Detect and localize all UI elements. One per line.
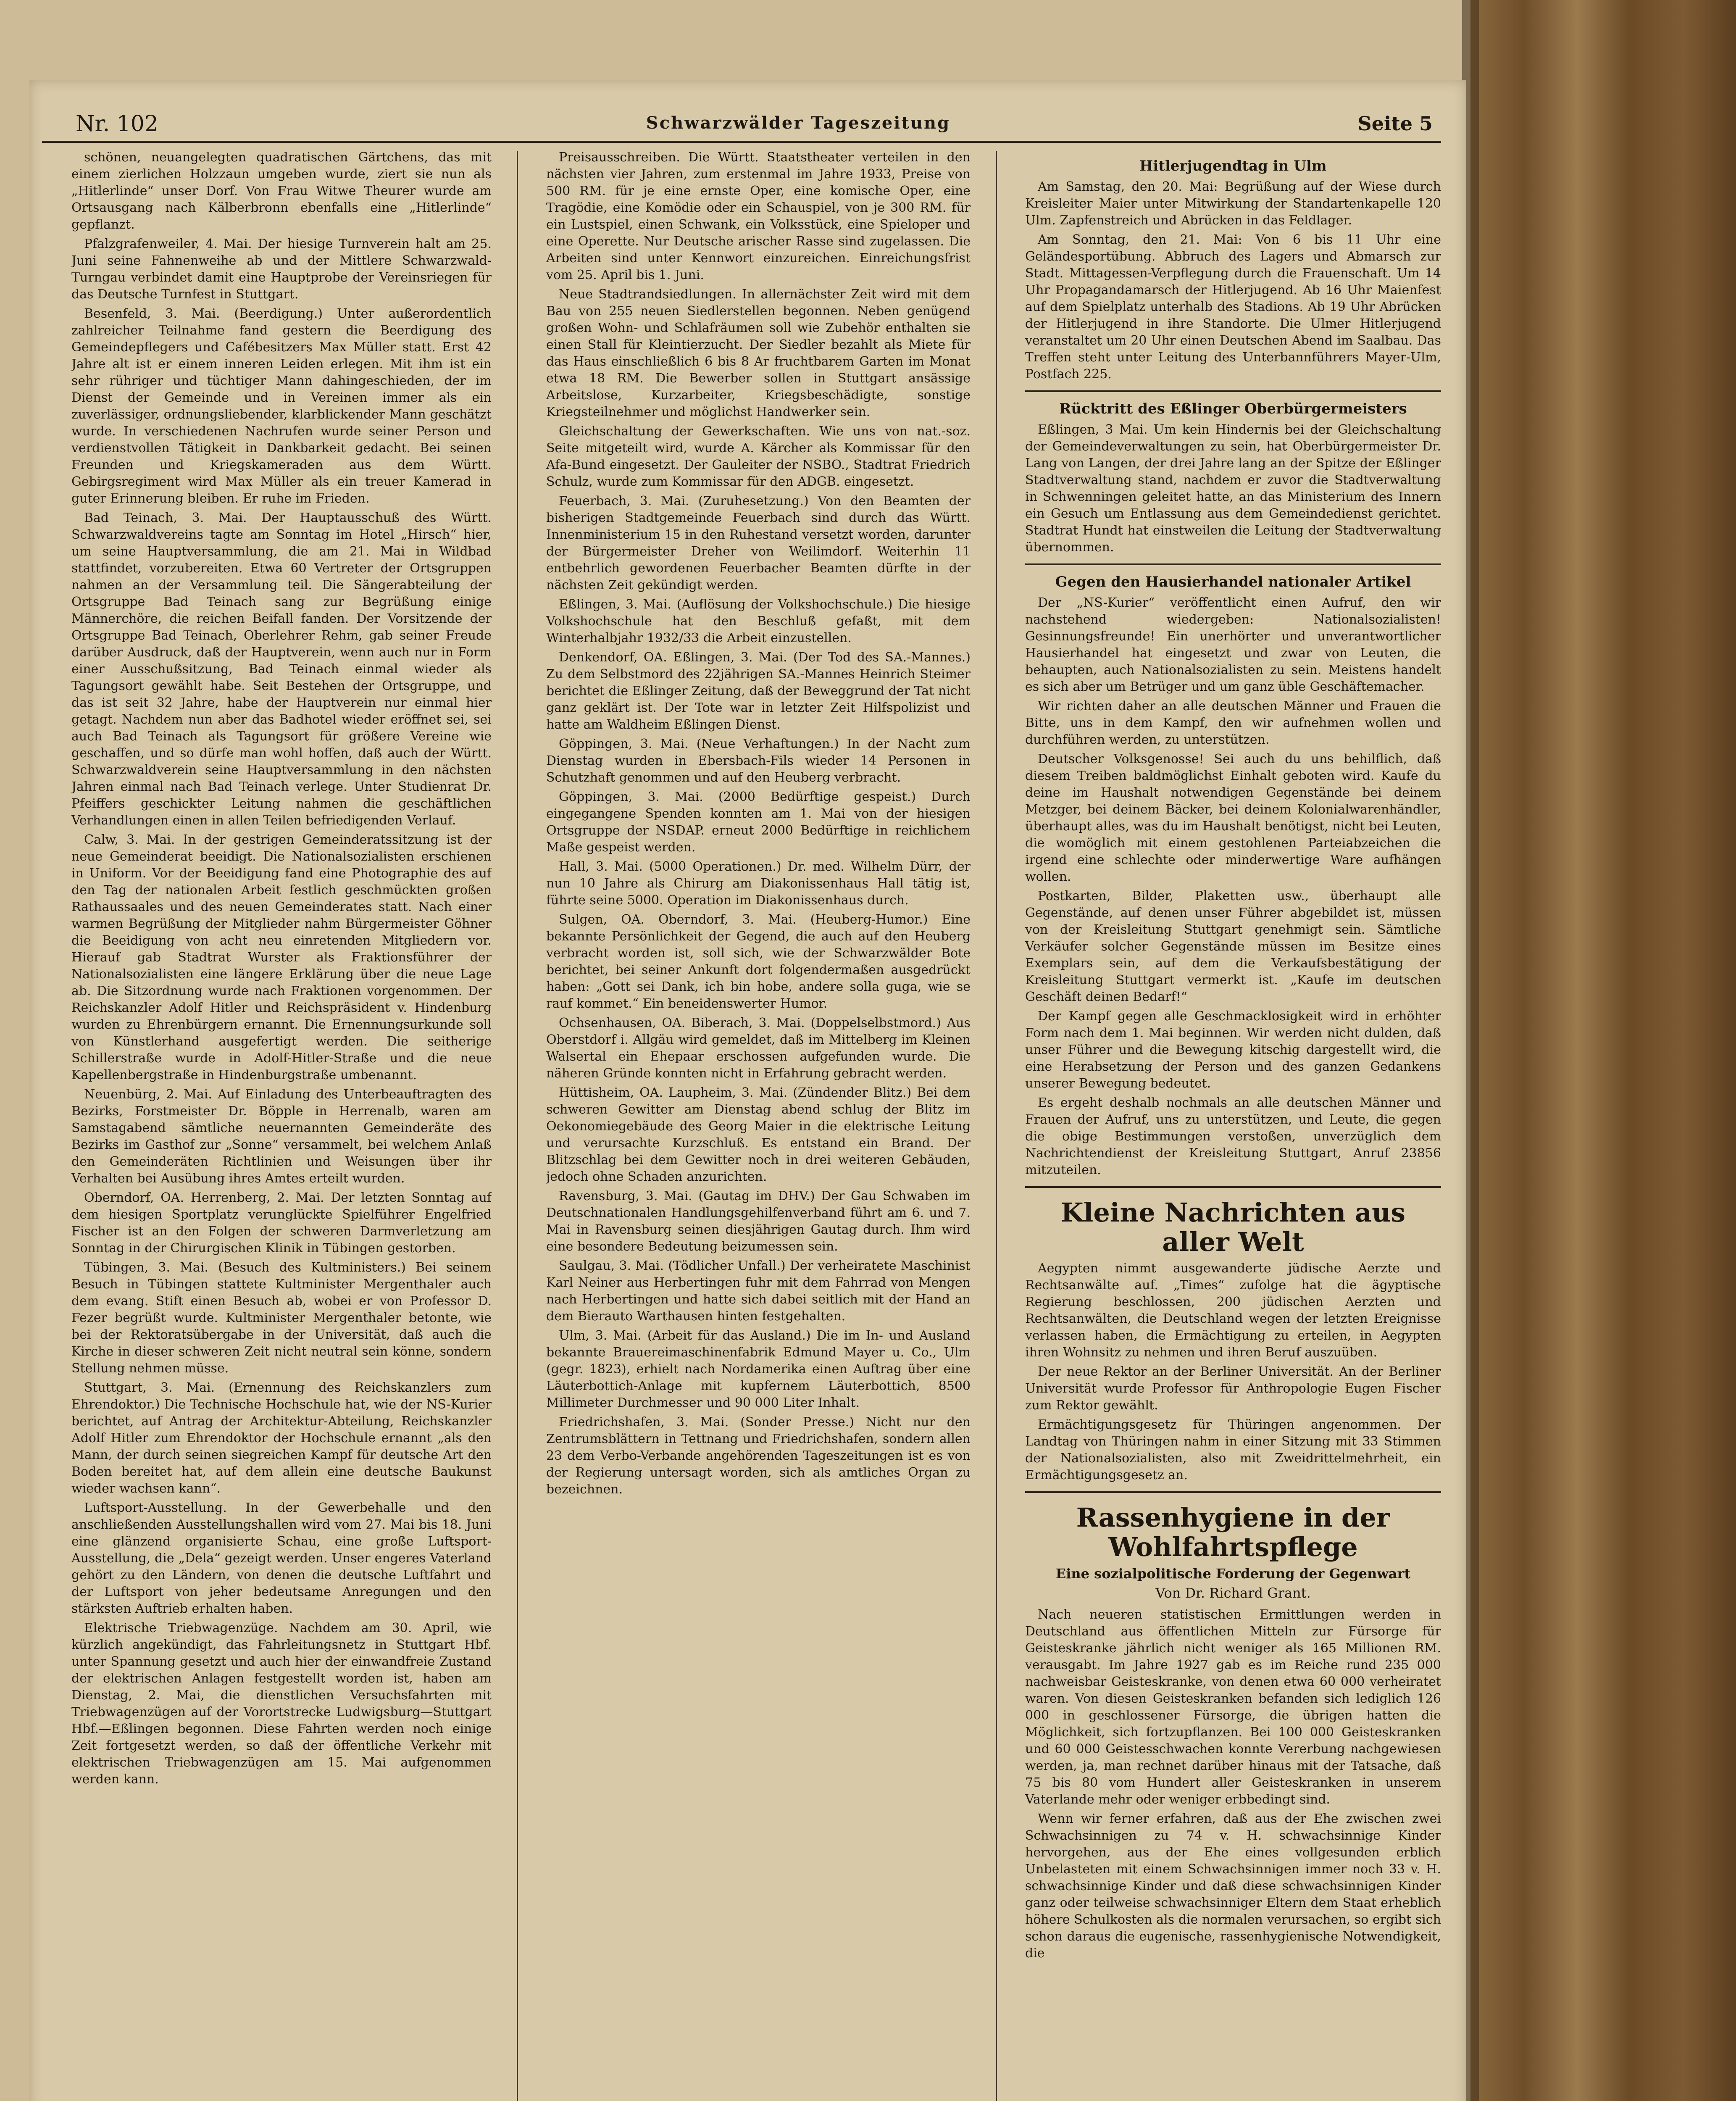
article-paragraph: Besenfeld, 3. Mai. (Beerdigung.) Unter außerordentlich zahlreicher Teilnahme fand gestern die Beerdigung des Gemeindepflegers und Cafébesitzers Max Müller statt. Erst 42 Jahre alt ist er einem inneren Leiden erlegen. Mit ihm ist ein sehr rühriger und tüchtiger Mann dahingeschieden, der im Dienst der Gemeinde und in Vereinen immer als ein zuverlässiger, ordnungsliebender, klarblickender Mann geschätzt wurde. In verschiedenen Nachrufen wurde seiner Person und verdienstvollen Tätigkeit in Dankbarkeit gedacht. Bei seinen Freunden und Kriegskameraden aus dem Württ. Gebirgsregiment wird Max Müller als ein treuer Kamerad in guter Erinnerung bleiben. Er ruhe im Frieden. bbox=[71, 306, 492, 506]
column-rule bbox=[996, 151, 997, 2101]
article-paragraph: Eßlingen, 3 Mai. Um kein Hindernis bei der Gleichschaltung der Gemeindeverwaltungen zu sein, hat Oberbürgermeister Dr. Lang von Langen, der drei Jahre lang an der Spitze der Eßlinger Stadtverwaltung stand, nachdem er zuvor die Stadtverwaltung in Schwenningen geleitet hatte, an das Ministerium des Innern ein Gesuch um Entlassung aus dem Gemeindedienst gerichtet. Stadtrat Hundt hat einstweilen die Leitung der Stadtverwaltung übernommen. bbox=[1025, 422, 1441, 555]
column-2 bbox=[546, 149, 971, 2101]
article-paragraph: Oberndorf, OA. Herrenberg, 2. Mai. Der letzten Sonntag auf dem hiesigen Sportplatz verunglückte Spielführer Engelfried Fischer ist an den Folgen der schweren Darmverletzung am Sonntag in der Chirurgischen Klinik in Tübingen gestorben. bbox=[71, 1190, 492, 1256]
article-paragraph: Am Sonntag, den 21. Mai: Von 6 bis 11 Uhr eine Geländesportübung. Abbruch des Lagers und Abmarsch zur Stadt. Mittagessen-Verpflegung durch die Frauenschaft. Um 14 Uhr Propagandamarsch der Hitlerjugend. Ab 16 Uhr Maienfest auf dem Spielplatz unterhalb des Stadions. Ab 19 Uhr Abrücken der Hitlerjugend in ihre Standorte. Die Ulmer Hitlerjugend veranstaltet um 20 Uhr einen Deutschen Abend im Saalbau. Das Treffen steht unter Leitung des Unterbannführers Mayer-Ulm, Postfach 225. bbox=[1025, 232, 1441, 382]
article-paragraph: Es ergeht deshalb nochmals an alle deutschen Männer und Frauen der Aufruf, uns zu unterstützen, und Leute, die gegen die obige Bestimmungen verstoßen, unverzüglich dem Nachrichtendienst der Kreisleitung Stuttgart, Anruf 23856 mitzuteilen. bbox=[1025, 1095, 1441, 1177]
article-paragraph: Nach neueren statistischen Ermittlungen werden in Deutschland aus öffentlichen Mitteln zur Fürsorge für Geisteskranke jährlich nicht weniger als 165 Millionen RM. verausgabt. Im Jahre 1927 gab es im Reiche rund 235 000 nachweisbar Geisteskranke, von denen etwa 60 000 verheiratet waren. Von diesen Geisteskranken befanden sich lediglich 126 000 in geschlossener Fürsorge, die übrigen hatten die Möglichkeit, sich fortzupflanzen. Bei 100 000 Geisteskranken und 60 000 Geistesschwachen konnte Vererbung nachgewiesen werden, ja, man rechnet darüber hinaus mit der Tatsache, daß 75 bis 80 vom Hundert aller Geisteskranken in unserem Vaterlande mehr oder weniger erbbedingt sind. bbox=[1025, 1607, 1441, 1807]
newspaper-title: Schwarzwälder Tageszeitung bbox=[646, 113, 951, 133]
article-paragraph: Ulm, 3. Mai. (Arbeit für das Ausland.) Die im In- und Ausland bekannte Brauereimaschinenfabrik Edmund Mayer u. Co., Ulm (gegr. 1823), erhielt nach Nordamerika einen Auftrag über eine Läuterbottich-Anlage mit kupfernem Läuterbottich, 8500 Millimeter Durchmesser und 90 000 Liter Inhalt. bbox=[546, 1328, 971, 1410]
article-paragraph: Ermächtigungsgesetz für Thüringen angenommen. Der Landtag von Thüringen nahm in einer Sitzung mit 33 Stimmen der Nationalsozialisten, also mit Zweidrittelmehrheit, ein Ermächtigungsgesetz an. bbox=[1025, 1417, 1441, 1482]
headline-ruecktritt: Rücktritt des Eßlinger Oberbürgermeisters bbox=[1059, 400, 1407, 417]
issue-number: Nr. 102 bbox=[76, 111, 158, 137]
column-1 bbox=[71, 149, 492, 2101]
byline: Von Dr. Richard Grant. bbox=[1155, 1585, 1311, 1601]
divider bbox=[1025, 390, 1441, 392]
article-paragraph: Saulgau, 3. Mai. (Tödlicher Unfall.) Der verheiratete Maschinist Karl Neiner aus Herbertingen fuhr mit dem Fahrrad von Mengen nach Herbertingen und hatte sich dabei seitlich mit der Hand an dem Bierauto Warthausen hinten festgehalten. bbox=[546, 1258, 971, 1324]
article-paragraph: Wir richten daher an alle deutschen Männer und Frauen die Bitte, uns in dem Kampf, den wir aufnehmen wollen und durchführen werden, zu unterstützen. bbox=[1025, 699, 1441, 747]
divider bbox=[1025, 1491, 1441, 1493]
headline-hausierhandel: Gegen den Hausierhandel nationaler Artikel bbox=[1055, 574, 1411, 590]
article-paragraph: Calw, 3. Mai. In der gestrigen Gemeinderatssitzung ist der neue Gemeinderat beeidigt. Die Nationalsozialisten erschienen in Uniform. Vor der Beeidigung fand eine Photographie des auf den Tag der nationalen Arbeit festlich geschmückten großen Rathaussaales und des neuen Gemeinderates statt. Nach einer warmen Begrüßung der Mitglieder nahm Bürgermeister Göhner die Beeidigung von acht neu einretenden Mitgliedern vor. Hierauf gab Stadtrat Wurster als Fraktionsführer der Nationalsozialisten eine längere Erklärung über die neue Lage ab. Die Sitzordnung wurde nach Fraktionen vorgenommen. Der Reichskanzler Adolf Hitler und Reichspräsident v. Hindenburg wurden zu Ehrenbürgern ernannt. Die Ernennungsurkunde soll von Künstlerhand ausgefertigt werden. Die seitherige Schillerstraße wurde in Adolf-Hitler-Straße und die neue Kapellenbergstraße in Hindenburgstraße umbenannt. bbox=[71, 832, 492, 1082]
page-number: Seite 5 bbox=[1357, 112, 1433, 135]
headline-rassenhygiene: Rassenhygiene in der Wohlfahrtspflege bbox=[1076, 1502, 1390, 1562]
article-paragraph: Ochsenhausen, OA. Biberach, 3. Mai. (Doppelselbstmord.) Aus Oberstdorf i. Allgäu wird gemeldet, daß im Mittelberg im Kleinen Walsertal ein Ehepaar erschossen aufgefunden wurde. Die näheren Gründe konnten nicht in Erfahrung gebracht werden. bbox=[546, 1016, 971, 1081]
article-paragraph: Hall, 3. Mai. (5000 Operationen.) Dr. med. Wilhelm Dürr, der nun 10 Jahre als Chirurg am Diakonissenhaus Hall tätig ist, führte seine 5000. Operation im Diakonissenhaus durch. bbox=[546, 859, 971, 908]
article-paragraph: Friedrichshafen, 3. Mai. (Sonder Presse.) Nicht nur den Zentrumsblättern in Tettnang und Friedrichshafen, sondern allen 23 dem Verbo-Verbande angehörenden Tageszeitungen ist es von der Regierung untersagt worden, sich als amtliches Organ zu bezeichnen. bbox=[546, 1415, 971, 1497]
article-paragraph: Neuenbürg, 2. Mai. Auf Einladung des Unterbeauftragten des Bezirks, Forstmeister Dr. Böpple in Herrenalb, waren am Samstagabend sämtliche neuernannten Gemeinderäte des Bezirks im Gasthof zur „Sonne“ versammelt, bei welchem Anlaß den Gemeinderäten Richtlinien und Weisungen über ihr Verhalten bei Ausübung ihres Amtes erteilt wurden. bbox=[71, 1087, 492, 1186]
article-paragraph: Denkendorf, OA. Eßlingen, 3. Mai. (Der Tod des SA.-Mannes.) Zu dem Selbstmord des 22jährigen SA.-Mannes Heinrich Steimer berichtet die Eßlinger Zeitung, daß der Beweggrund der Tat nicht ganz geklärt ist. Der Tote war in letzter Zeit Hilfspolizist und hatte am Waldheim Eßlingen Dienst. bbox=[546, 650, 971, 732]
article-paragraph: Der neue Rektor an der Berliner Universität. An der Berliner Universität wurde Professor für Anthropologie Eugen Fischer zum Rektor gewählt. bbox=[1025, 1364, 1441, 1413]
article-paragraph: Postkarten, Bilder, Plaketten usw., überhaupt alle Gegenstände, auf denen unser Führer abgebildet ist, müssen von der Kreisleitung Stuttgart genehmigt sein. Sämtliche Verkäufer solcher Gegenstände müssen im Besitze eines Exemplars sein, auf dem die Verkaufsbestätigung der Kreisleitung Stuttgart vermerkt ist. „Kaufe im deutschen Geschäft deinen Bedarf!“ bbox=[1025, 889, 1441, 1004]
column-rule bbox=[517, 151, 518, 2101]
article-paragraph: Deutscher Volksgenosse! Sei auch du uns behilflich, daß diesem Treiben baldmöglichst Einhalt geboten wird. Kaufe du deine im Haushalt notwendigen Gegenstände bei deinem Metzger, bei deinem Bäcker, bei deinem Kolonialwarenhändler, überhaupt alles, was du im Haushalt benötigst, nicht bei Leuten, die womöglich mit einem gestohlenen Parteiabzeichen die irgend eine schlechte oder minderwertige Ware aufhängen wollen. bbox=[1025, 752, 1441, 884]
article-paragraph: Göppingen, 3. Mai. (Neue Verhaftungen.) In der Nacht zum Dienstag wurden in Ebersbach-Fils wieder 14 Personen in Schutzhaft genommen und auf den Heuberg verbracht. bbox=[546, 737, 971, 785]
article-paragraph: Der Kampf gegen alle Geschmacklosigkeit wird in erhöhter Form nach dem 1. Mai beginnen. Wir werden nicht dulden, daß unser Führer und die Bewegung kitschig dargestellt wird, die eine Herabsetzung der Person und des ganzen Gedankens unserer Bewegung bedeutet. bbox=[1025, 1009, 1441, 1091]
article-paragraph: Bad Teinach, 3. Mai. Der Hauptausschuß des Württ. Schwarzwaldvereins tagte am Sonntag im Hotel „Hirsch“ hier, um seine Hauptversammlung, die am 21. Mai in Wildbad stattfindet, vorzubereiten. Etwa 60 Vertreter der Ortsgruppen nahmen an der Versammlung teil. Die Sängerabteilung der Ortsgruppe Bad Teinach sang zur Begrüßung einige Männerchöre, die reichen Beifall fanden. Der Vorsitzende der Ortsgruppe Bad Teinach, Oberlehrer Rehm, gab seiner Freude darüber Ausdruck, daß der Hauptverein, wenn auch nur in Form einer Ausschußsitzung, Bad Teinach einmal wieder als Tagungsort gewählt habe. Seit Bestehen der Ortsgruppe, und das ist seit 32 Jahre, habe der Hauptverein nur einmal hier getagt. Nachdem nun aber das Badhotel wieder eröffnet sei, sei auch Bad Teinach als Tagungsort für größere Vereine wie geschaffen, und so dürfe man wohl hoffen, daß auch der Württ. Schwarzwaldverein seine Hauptversammlung in den nächsten Jahren einmal nach Bad Teinach verlege. Unter Studienrat Dr. Pfeiffers geschickter Leitung nahmen die geschäftlichen Verhandlungen einen in allen Teilen befriedigenden Verlauf. bbox=[71, 511, 492, 828]
article-paragraph: Stuttgart, 3. Mai. (Ernennung des Reichskanzlers zum Ehrendoktor.) Die Technische Hochschule hat, wie der NS-Kurier berichtet, auf Antrag der Architektur-Abteilung, Reichskanzler Adolf Hitler zum Ehrendoktor der Hochschule ernannt „als den Mann, der durch seinen siegreichen Kampf für deutsche Art den Boden bereitet hat, auf dem allein eine deutsche Baukunst wieder wachsen kann“. bbox=[71, 1380, 492, 1496]
article-paragraph: Am Samstag, den 20. Mai: Begrüßung auf der Wiese durch Kreisleiter Maier unter Mitwirkung der Standartenkapelle 120 Ulm. Zapfenstreich und Abrücken in das Feldlager. bbox=[1025, 179, 1441, 228]
article-paragraph: Luftsport-Ausstellung. In der Gewerbehalle und den anschließenden Ausstellungshallen wird vom 27. Mai bis 18. Juni eine glänzend organisierte Schau, eine große Luftsport-Ausstellung, die „Dela“ gezeigt werden. Unser engeres Vaterland gehört zu den Ländern, von denen die deutsche Luftfahrt und der Luftsport von jeher bedeutsame Anregungen und den stärksten Auftrieb erhalten haben. bbox=[71, 1501, 492, 1616]
article-paragraph: Eßlingen, 3. Mai. (Auflösung der Volkshochschule.) Die hiesige Volkshochschule hat den Beschluß gefaßt, mit dem Winterhalbjahr 1932/33 die Arbeit einzustellen. bbox=[546, 597, 971, 645]
headline-kleine-nachrichten: Kleine Nachrichten aus aller Welt bbox=[1060, 1197, 1406, 1257]
article-paragraph: schönen, neuangelegten quadratischen Gärtchens, das mit einem zierlichen Holzzaun umgeben wurde, ziert sie nun als „Hitlerlinde“ unser Dorf. Von Frau Witwe Theurer wurde am Ortsausgang nach Kälberbronn ebenfalls eine „Hitlerlinde“ gepflanzt. bbox=[71, 150, 492, 232]
article-paragraph: Der „NS-Kurier“ veröffentlicht einen Aufruf, den wir nachstehend wiedergeben: Nationalsozialisten! Gesinnungsfreunde! Ein unerhörter und unverantwortlicher Hausierhandel hat eingesetzt und zwar von Leuten, die behaupten, auch Nationalsozialisten zu sein. Meistens handelt es sich aber um Betrüger und um ganz üble Geschäftemacher. bbox=[1025, 595, 1441, 694]
article-paragraph: Neue Stadtrandsiedlungen. In allernächster Zeit wird mit dem Bau von 255 neuen Siedlerstellen begonnen. Neben genügend großen Wohn- und Schlafräumen soll wie Zubehör enthalten sie einen Stall für Kleintierzucht. Der Siedler bezahlt als Miete für das Haus einschließlich 6 bis 8 Ar fruchtbarem Garten im Monat etwa 18 RM. Die Bewerber sollen in Stuttgart ansässige Arbeitslose, Kurzarbeiter, Kriegsbeschädigte, sonstige Kriegsteilnehmer und möglichst Handwerker sein. bbox=[546, 287, 971, 419]
article-paragraph: Wenn wir ferner erfahren, daß aus der Ehe zwischen zwei Schwachsinnigen zu 74 v. H. schwachsinnige Kinder hervorgehen, aus der Ehe eines vollgesunden erblich Unbelasteten mit einem Schwachsinnigen immer noch 33 v. H. schwachsinnige Kinder und daß diese schwachsinnigen Kinder ganz oder teilweise schwachsinniger Eltern dem Staat erheblich höhere Schulkosten als die normalen verursachen, so ergibt sich schon daraus die eugenische, rassenhygienische Notwendigkeit, die bbox=[1025, 1811, 1441, 1961]
article-paragraph: Preisausschreiben. Die Württ. Staatstheater verteilen in den nächsten vier Jahren, zum erstenmal im Jahre 1933, Preise von 500 RM. für je eine ernste Oper, eine komische Oper, eine Tragödie, eine Komödie oder ein Schauspiel, von je 300 RM. für ein Lustspiel, einen Schwank, ein Volksstück, eine Spieloper und eine Operette. Nur Deutsche arischer Rasse sind zugelassen. Die Arbeiten sind unter Kennwort einzureichen. Einreichungsfrist vom 25. April bis 1. Juni. bbox=[546, 150, 971, 282]
article-paragraph: Sulgen, OA. Oberndorf, 3. Mai. (Heuberg-Humor.) Eine bekannte Persönlichkeit der Gegend, die auch auf den Heuberg verbracht worden ist, soll sich, wie der Schwarzwälder Bote berichtet, bei seiner Ankunft dort folgendermaßen ausgedrückt haben: „Gott sei Dank, ich bin hobe, andere solla guga, wie se rauf kommet.“ Ein beneidenswerter Humor. bbox=[546, 912, 971, 1011]
divider bbox=[1025, 1186, 1441, 1188]
subheadline: Eine sozialpolitische Forderung der Gegenwart bbox=[1055, 1566, 1411, 1582]
column-3 bbox=[1025, 149, 1441, 2101]
article-paragraph: Göppingen, 3. Mai. (2000 Bedürftige gespeist.) Durch eingegangene Spenden konnten am 1. Mai von der hiesigen Ortsgruppe der NSDAP. erneut 2000 Bedürftige in reichlichem Maße gespeist werden. bbox=[546, 790, 971, 855]
divider bbox=[1025, 563, 1441, 565]
headline-hitlerjugendtag: Hitlerjugendtag in Ulm bbox=[1139, 158, 1327, 174]
article-paragraph: Ravensburg, 3. Mai. (Gautag im DHV.) Der Gau Schwaben im Deutschnationalen Handlungsgehilfenverband führt am 6. und 7. Mai in Ravensburg seinen diesjährigen Gautag durch. Ihm wird eine besondere Bedeutung beizumessen sein. bbox=[546, 1189, 971, 1254]
article-paragraph: Feuerbach, 3. Mai. (Zuruhesetzung.) Von den Beamten der bisherigen Stadtgemeinde Feuerbach sind durch das Württ. Innenministerium 15 in den Ruhestand versetzt worden, darunter der Bürgermeister Dreher von Weilimdorf. Weiterhin 11 entbehrlich gewordenen Feuerbacher Beamten dürfte in der nächsten Zeit gekündigt werden. bbox=[546, 494, 971, 592]
article-paragraph: Hüttisheim, OA. Laupheim, 3. Mai. (Zündender Blitz.) Bei dem schweren Gewitter am Dienstag abend schlug der Blitz im Oekonomiegebäude des Georg Maier in die elektrische Leitung und verursachte Kurzschluß. Es entstand ein Brand. Der Blitzschlag bei dem Gewitter noch in drei weiteren Gebäuden, jedoch ohne Schaden anzurichten. bbox=[546, 1085, 971, 1184]
page-header bbox=[42, 107, 1441, 143]
article-paragraph: Aegypten nimmt ausgewanderte jüdische Aerzte und Rechtsanwälte auf. „Times“ zufolge hat die ägyptische Regierung beschlossen, 200 jüdischen Aerzten und Rechtsanwälten, die Deutschland wegen der letzten Ereignisse verlassen haben, die Ermächtigung zu erteilen, in Aegypten ihren Wohnsitz zu nehmen und ihren Beruf auszuüben. bbox=[1025, 1261, 1441, 1360]
book-spine bbox=[1470, 0, 1736, 2101]
article-paragraph: Tübingen, 3. Mai. (Besuch des Kultministers.) Bei seinem Besuch in Tübingen stattete Kultminister Mergenthaler auch dem evang. Stift einen Besuch ab, wobei er von Professor D. Fezer begrüßt wurde. Kultminister Mergenthaler betonte, wie bei der Rektoratsübergabe in der Universität, daß auch die Kirche in dieser schweren Zeit nicht neutral sein könne, sondern Stellung nehmen müsse. bbox=[71, 1260, 492, 1376]
article-paragraph: Gleichschaltung der Gewerkschaften. Wie uns von nat.-soz. Seite mitgeteilt wird, wurde A. Kärcher als Kommissar für den Afa-Bund eingesetzt. Der Gauleiter der NSBO., Stadtrat Friedrich Schulz, wurde zum Kommissar für den ADGB. eingesetzt. bbox=[546, 424, 971, 489]
article-paragraph: Pfalzgrafenweiler, 4. Mai. Der hiesige Turnverein halt am 25. Juni seine Fahnenweihe ab und der Mittlere Schwarzwald-Turngau verbindet damit eine Hauptprobe der Vereinsriegen für das Deutsche Turnfest in Stuttgart. bbox=[71, 237, 492, 302]
article-paragraph: Elektrische Triebwagenzüge. Nachdem am 30. April, wie kürzlich angekündigt, das Fahrleitungsnetz in Stuttgart Hbf. unter Spannung gesetzt und auch hier der einwandfreie Zustand der elektrischen Anlagen festgestellt worden ist, haben am Dienstag, 2. Mai, die dienstlichen Versuchsfahrten mit Triebwagenzügen auf der Vorortstrecke Ludwigsburg—Stuttgart Hbf.—Eßlingen begonnen. Diese Fahrten werden noch einige Zeit fortgesetzt werden, so daß der öffentliche Verkehr mit elektrischen Triebwagenzügen am 15. Mai aufgenommen werden kann. bbox=[71, 1621, 492, 1787]
